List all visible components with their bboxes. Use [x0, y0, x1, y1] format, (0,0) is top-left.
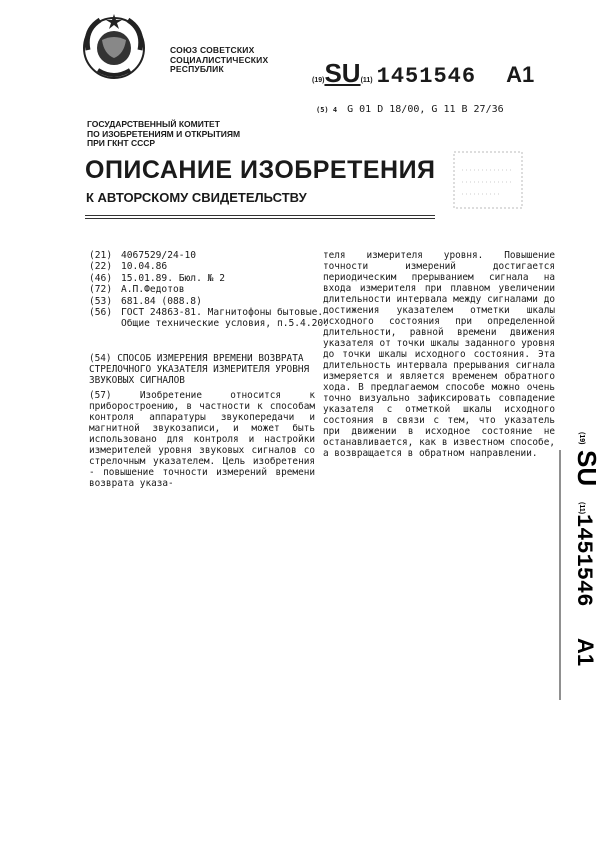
- biblio-row: [89, 273, 336, 284]
- biblio-text: 4067529/24-10: [121, 250, 197, 261]
- union-name: [170, 46, 268, 75]
- ipc-text: G 01 D 18/00, G 11 B 27/36: [347, 104, 504, 115]
- patent-number-block: [312, 58, 534, 89]
- side-country: SU: [572, 450, 602, 487]
- patent-number: 1451546: [376, 64, 477, 89]
- code-11: (11): [360, 77, 373, 84]
- side-kind: A1: [573, 638, 598, 667]
- code-19: (19): [312, 77, 325, 84]
- invention-title: (54) СПОСОБ ИЗМЕРЕНИЯ ВРЕМЕНИ ВОЗВРАТА СТРЕЛОЧНОГО УКАЗАТЕЛЯ ИЗМЕРИТЕЛЯ УРОВНЯ ЗВУКОВЫХ СИГНАЛОВ: [89, 353, 310, 386]
- side-patent-number: [548, 430, 602, 730]
- side-number: 1451546: [571, 514, 596, 607]
- biblio-row: [89, 284, 336, 295]
- biblio-row: [89, 250, 336, 261]
- biblio-row: [89, 296, 336, 307]
- biblio-code: (72): [89, 284, 113, 296]
- biblio-code: (21): [89, 250, 113, 261]
- biblio-row: [89, 261, 336, 272]
- committee-line: ПО ИЗОБРЕТЕНИЯМ И ОТКРЫТИЯМ: [87, 128, 241, 139]
- abstract-right: теля измерителя уровня. Повышение точности измерений достигается периодическим прерыванием сигнала на входа измерителя при плавном увеличении длительности интервала между сигналами до достижения указателем отметки шкалы исходного состояния при определенной длительности, равной времени движения указателя от точки шкалы заданного уровня до точки шкалы исходного состояния. Эта длительность интервала прерывания сигнала измеряется и является временем обратного хода. В предлагаемом способе можно очень точно визуально зафиксировать совпадение указателя с отметкой шкалы исходного состояния в связи с тем, что указатель при движении в исходное состояние не останавливается, как в известном способе, а возвращается в обратном направлении.: [323, 250, 555, 459]
- committee-line: ГОСУДАРСТВЕННЫЙ КОМИТЕТ: [87, 119, 220, 129]
- biblio-text: 10.04.86: [121, 261, 168, 273]
- document-subtitle: К АВТОРСКОМУ СВИДЕТЕЛЬСТВУ: [86, 190, 307, 205]
- ipc-code: (5) 4: [316, 106, 338, 114]
- side-code-19: (19): [578, 432, 585, 445]
- biblio-text: 15.01.89. Бюл. № 2: [121, 272, 225, 284]
- biblio-text: ГОСТ 24863-81. Магнитофоны бытовые. Общие технические условия, п.5.4.20.: [121, 307, 329, 330]
- country-code: SU: [324, 58, 361, 88]
- biblio-code: (46): [89, 272, 113, 284]
- union-line: СОЦИАЛИСТИЧЕСКИХ: [170, 54, 269, 65]
- kind-code: A1: [506, 62, 535, 87]
- divider: [85, 215, 435, 216]
- divider: [85, 218, 435, 219]
- biblio-text: А.П.Федотов: [121, 284, 185, 296]
- biblio-code: (53): [89, 295, 113, 307]
- abstract-left: (57) Изобретение относится к приборостроению, в частности к способам контроля аппаратуры звукопередачи и магнитной звукозаписи, и может быть использовано для контроля и настройки измерителей уровня звуковых сигналов со стрелочным указателем. Цель изобретения - повышение точности измерений времени возврата указа-: [89, 390, 315, 489]
- bibliographic-data: [89, 250, 336, 330]
- ussr-emblem-icon: [78, 10, 150, 82]
- biblio-code: (56): [89, 307, 113, 319]
- union-line: СОЮЗ СОВЕТСКИХ: [170, 45, 255, 55]
- side-code-11: (11): [578, 502, 585, 515]
- biblio-text: 681.84 (088.8): [121, 295, 202, 307]
- ipc-classification: [316, 104, 504, 115]
- biblio-row: [89, 307, 336, 330]
- stamp-mark: [452, 150, 524, 210]
- committee: [87, 120, 240, 149]
- union-line: РЕСПУБЛИК: [170, 64, 224, 74]
- document-title: ОПИСАНИЕ ИЗОБРЕТЕНИЯ: [85, 156, 436, 184]
- committee-line: ПРИ ГКНТ СССР: [87, 138, 156, 148]
- biblio-code: (22): [89, 261, 113, 273]
